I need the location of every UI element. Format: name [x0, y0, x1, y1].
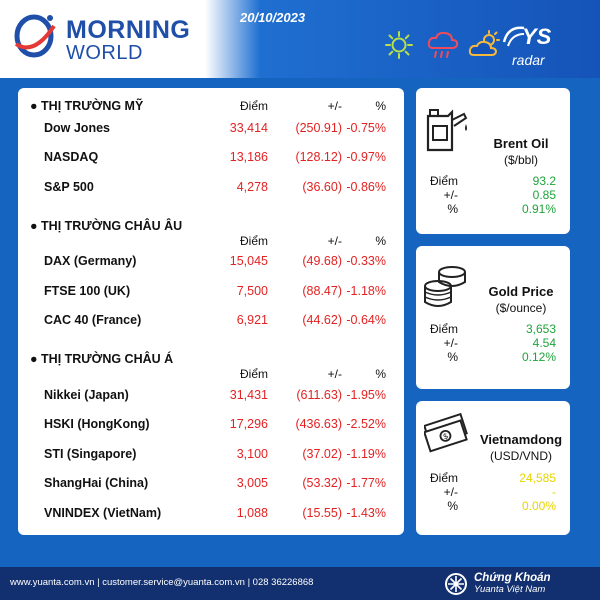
index-name: FTSE 100 (UK)	[44, 284, 131, 298]
col-header-change: +/-	[327, 99, 342, 113]
index-point: 15,045	[229, 254, 268, 268]
value-point: 93.2	[532, 174, 556, 188]
table-row	[18, 254, 404, 272]
index-pct: -0.86%	[346, 180, 386, 194]
ys-radar-logo	[500, 22, 580, 72]
label-pct: %	[447, 499, 458, 513]
column-headers-asia	[18, 367, 404, 385]
index-pct: -0.97%	[346, 150, 386, 164]
index-name: STI (Singapore)	[44, 447, 137, 461]
sun-icon	[384, 30, 414, 60]
svg-text:$: $	[441, 431, 450, 442]
brand-line1: MORNING	[66, 16, 191, 44]
sun-cloud-icon	[468, 30, 502, 60]
brent-oil-card	[416, 88, 570, 234]
gold-price-card	[416, 246, 570, 389]
section-title: ● THỊ TRƯỜNG CHÂU ÂU	[30, 219, 183, 233]
index-change: (49.68)	[302, 254, 342, 268]
table-row	[18, 417, 404, 435]
column-headers-eu	[18, 234, 404, 252]
logo-line1: Chứng Khoán	[474, 572, 551, 584]
col-header-point: Điểm	[239, 367, 268, 381]
commodity-title: Brent Oil	[493, 136, 549, 151]
index-point: 1,088	[236, 506, 268, 520]
index-pct: -0.75%	[346, 121, 386, 135]
label-pct: %	[447, 350, 458, 364]
index-change: (611.63)	[296, 388, 342, 402]
index-change: (53.32)	[302, 476, 342, 490]
index-point: 7,500	[236, 284, 268, 298]
index-point: 13,186	[229, 150, 268, 164]
value-pct: 0.12%	[521, 350, 556, 364]
value-point: 24,585	[519, 471, 556, 485]
index-point: 31,431	[229, 388, 268, 402]
index-change: (15.55)	[302, 506, 342, 520]
table-row	[18, 388, 404, 406]
footer-contact: www.yuanta.com.vn | customer.service@yuanta.com.vn | 028 36226868	[10, 577, 314, 588]
index-point: 3,005	[236, 476, 268, 490]
commodity-title: Vietnamdong	[479, 432, 563, 447]
commodity-unit: ($/bbl)	[503, 153, 538, 167]
yuanta-logo	[440, 571, 590, 597]
index-name: S&P 500	[44, 180, 94, 194]
banknotes-icon	[424, 409, 472, 459]
label-change: +/-	[443, 188, 458, 202]
report-date: 20/10/2023	[240, 10, 306, 25]
table-row	[18, 447, 404, 465]
index-change: (88.47)	[302, 284, 342, 298]
label-change: +/-	[443, 485, 458, 499]
ys-logo-text: YS	[522, 24, 552, 49]
section-header-us	[18, 99, 404, 117]
table-row	[18, 180, 404, 198]
index-name: VNINDEX (VietNam)	[44, 506, 162, 520]
index-pct: -1.95%	[346, 388, 386, 402]
index-point: 33,414	[229, 121, 268, 135]
index-pct: -1.18%	[346, 284, 386, 298]
index-point: 3,100	[236, 447, 268, 461]
index-pct: -2.52%	[346, 417, 386, 431]
label-point: Điểm	[429, 471, 458, 485]
table-row	[18, 476, 404, 494]
index-pct: -1.19%	[346, 447, 386, 461]
value-change: 0.85	[532, 188, 556, 202]
logo-line2: Yuanta Việt Nam	[474, 584, 546, 595]
index-change: (36.60)	[302, 180, 342, 194]
index-change: (37.02)	[302, 447, 342, 461]
index-change: (250.91)	[295, 121, 342, 135]
index-name: ShangHai (China)	[44, 476, 149, 490]
index-pct: -0.64%	[346, 313, 386, 327]
gold-coins-icon	[422, 260, 472, 310]
index-change: (128.12)	[295, 150, 342, 164]
brand-line2: WORLD	[66, 42, 143, 64]
col-header-change: +/-	[327, 234, 342, 248]
section-title: ● THỊ TRƯỜNG MỸ	[30, 99, 144, 113]
label-point: Điểm	[429, 174, 458, 188]
col-header-pct: %	[375, 99, 386, 113]
morning-world-logo	[8, 4, 208, 74]
col-header-pct: %	[375, 234, 386, 248]
col-header-point: Điểm	[239, 99, 268, 113]
index-point: 4,278	[236, 180, 268, 194]
index-name: DAX (Germany)	[44, 254, 137, 268]
value-change: 4.54	[532, 336, 556, 350]
value-pct: 0.91%	[521, 202, 556, 216]
globe-logo-icon	[12, 10, 58, 60]
index-pct: -0.33%	[346, 254, 386, 268]
markets-panel	[18, 88, 404, 535]
table-row	[18, 150, 404, 168]
commodity-title: Gold Price	[488, 284, 554, 299]
index-change: (44.62)	[302, 313, 342, 327]
index-pct: -1.43%	[346, 506, 386, 520]
col-header-point: Điểm	[239, 234, 268, 248]
col-header-change: +/-	[327, 367, 342, 381]
table-row	[18, 506, 404, 524]
vietnamdong-card	[416, 401, 570, 535]
index-pct: -1.77%	[346, 476, 386, 490]
table-row	[18, 313, 404, 331]
index-name: NASDAQ	[44, 150, 99, 164]
yuanta-emblem-icon	[444, 572, 468, 596]
radar-logo-text: radar	[512, 52, 545, 68]
index-change: (436.63)	[295, 417, 342, 431]
index-name: Nikkei (Japan)	[44, 388, 129, 402]
index-name: Dow Jones	[44, 121, 110, 135]
table-row	[18, 121, 404, 139]
value-change: -	[552, 485, 556, 499]
label-change: +/-	[443, 336, 458, 350]
section-title: ● THỊ TRƯỜNG CHÂU Á	[30, 352, 174, 366]
commodity-unit: (USD/VND)	[490, 449, 552, 463]
label-pct: %	[447, 202, 458, 216]
commodity-unit: ($/ounce)	[495, 301, 547, 315]
oil-can-icon	[424, 102, 470, 154]
footer	[0, 567, 600, 600]
index-point: 17,296	[229, 417, 268, 431]
index-name: CAC 40 (France)	[44, 313, 142, 327]
label-point: Điểm	[429, 322, 458, 336]
value-point: 3,653	[525, 322, 556, 336]
value-pct: 0.00%	[521, 499, 556, 513]
table-row	[18, 284, 404, 302]
index-name: HSKI (HongKong)	[44, 417, 150, 431]
index-point: 6,921	[236, 313, 268, 327]
col-header-pct: %	[375, 367, 386, 381]
rain-cloud-icon	[426, 30, 460, 60]
